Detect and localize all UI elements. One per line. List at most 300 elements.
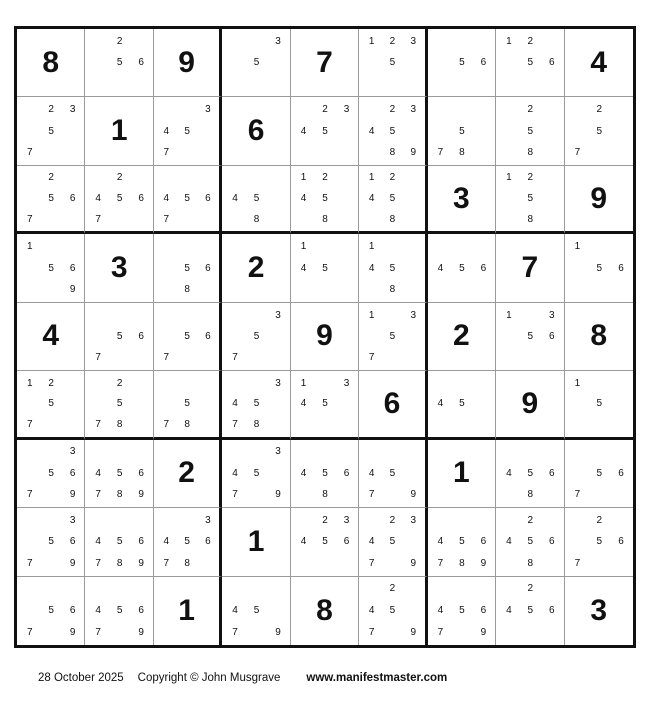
sudoku-cell[interactable]: [85, 303, 153, 371]
sudoku-cell[interactable]: [85, 166, 153, 234]
sudoku-cell[interactable]: [428, 440, 496, 508]
candidate-5: 5: [459, 605, 465, 617]
candidate-4: 4: [437, 262, 444, 274]
sudoku-cell[interactable]: [85, 29, 153, 97]
sudoku-cell[interactable]: [85, 440, 153, 508]
sudoku-cell[interactable]: [428, 166, 496, 234]
sudoku-cell[interactable]: [154, 97, 222, 165]
candidate-7: 7: [163, 213, 170, 225]
sudoku-cell[interactable]: [85, 234, 153, 302]
candidate-3: 3: [69, 446, 76, 458]
cell-value: 8: [42, 45, 60, 79]
candidate-6: 6: [138, 605, 144, 617]
sudoku-cell[interactable]: [359, 97, 427, 165]
sudoku-cell[interactable]: [85, 577, 153, 645]
cell-candidates: [85, 577, 152, 645]
candidate-4: 4: [300, 193, 307, 205]
sudoku-cell[interactable]: [428, 577, 496, 645]
candidate-7: 7: [574, 147, 581, 159]
candidate-8: 8: [322, 213, 328, 225]
candidate-1: 1: [506, 172, 512, 184]
sudoku-cell[interactable]: [291, 97, 359, 165]
candidate-5: 5: [389, 330, 396, 342]
candidate-2: 2: [322, 172, 328, 184]
cell-value: 9: [590, 181, 608, 215]
sudoku-cell[interactable]: [154, 166, 222, 234]
candidate-5: 5: [459, 536, 465, 548]
cell-value: 9: [178, 45, 195, 79]
candidate-5: 5: [322, 262, 328, 274]
candidate-2: 2: [596, 514, 603, 526]
cell-value: 1: [247, 524, 265, 558]
sudoku-cell[interactable]: [154, 234, 222, 302]
candidate-4: 4: [368, 467, 375, 479]
sudoku-cell[interactable]: [496, 371, 564, 439]
sudoku-cell[interactable]: [359, 371, 427, 439]
sudoku-cell[interactable]: [565, 371, 633, 439]
candidate-8: 8: [459, 147, 465, 159]
candidate-1: 1: [26, 377, 33, 389]
candidate-5: 5: [527, 57, 534, 69]
sudoku-cell[interactable]: [428, 97, 496, 165]
sudoku-cell[interactable]: [154, 440, 222, 508]
cell-candidates: [496, 440, 563, 507]
cell-candidates: [359, 29, 424, 96]
candidate-7: 7: [163, 352, 170, 364]
sudoku-cell[interactable]: [154, 371, 222, 439]
sudoku-cell[interactable]: [496, 508, 564, 576]
sudoku-cell[interactable]: [496, 440, 564, 508]
candidate-7: 7: [26, 213, 33, 225]
sudoku-cell[interactable]: [222, 440, 290, 508]
cell-candidates: [565, 440, 633, 507]
candidate-6: 6: [138, 536, 144, 548]
cell-value: 2: [247, 251, 265, 285]
candidate-5: 5: [253, 330, 260, 342]
sudoku-cell[interactable]: [496, 29, 564, 97]
candidate-1: 1: [506, 309, 512, 321]
candidate-4: 4: [368, 193, 375, 205]
candidate-7: 7: [163, 419, 170, 431]
candidate-4: 4: [300, 125, 307, 137]
sudoku-cell[interactable]: [291, 371, 359, 439]
cell-value: 7: [521, 251, 539, 285]
cell-candidates: [17, 577, 84, 645]
candidate-6: 6: [549, 330, 555, 342]
sudoku-cell[interactable]: [291, 166, 359, 234]
candidate-6: 6: [205, 536, 211, 548]
candidate-7: 7: [574, 489, 581, 501]
sudoku-cell[interactable]: [222, 577, 290, 645]
sudoku-cell[interactable]: [565, 577, 633, 645]
candidate-4: 4: [300, 262, 307, 274]
sudoku-cell[interactable]: [428, 303, 496, 371]
cell-candidates: [85, 29, 152, 96]
candidate-5: 5: [527, 125, 534, 137]
candidate-3: 3: [410, 35, 417, 47]
candidate-5: 5: [459, 262, 465, 274]
candidate-5: 5: [116, 467, 123, 479]
candidate-1: 1: [300, 377, 307, 389]
candidate-4: 4: [437, 398, 444, 410]
cell-candidates: [496, 303, 563, 370]
candidate-5: 5: [184, 262, 190, 274]
cell-candidates: [291, 97, 358, 164]
sudoku-cell[interactable]: [154, 577, 222, 645]
candidate-2: 2: [527, 104, 534, 116]
cell-candidates: [222, 303, 289, 370]
candidate-5: 5: [596, 398, 603, 410]
candidate-7: 7: [95, 489, 101, 501]
sudoku-cell[interactable]: [565, 166, 633, 234]
sudoku-cell[interactable]: [565, 29, 633, 97]
candidate-4: 4: [437, 605, 444, 617]
sudoku-cell[interactable]: [359, 508, 427, 576]
sudoku-cell[interactable]: [291, 234, 359, 302]
sudoku-cell[interactable]: [17, 303, 85, 371]
cell-candidates: [565, 508, 633, 575]
cell-value: 3: [590, 593, 608, 627]
candidate-6: 6: [138, 193, 144, 205]
candidate-5: 5: [48, 536, 54, 548]
candidate-5: 5: [389, 467, 396, 479]
candidate-7: 7: [232, 627, 238, 639]
candidate-1: 1: [368, 172, 375, 184]
candidate-1: 1: [300, 172, 307, 184]
candidate-9: 9: [480, 557, 487, 569]
candidate-6: 6: [138, 57, 144, 69]
sudoku-cell[interactable]: [154, 29, 222, 97]
candidate-7: 7: [232, 489, 238, 501]
candidate-5: 5: [389, 536, 396, 548]
candidate-5: 5: [253, 193, 260, 205]
sudoku-cell[interactable]: [291, 508, 359, 576]
cell-candidates: [359, 97, 424, 164]
cell-candidates: [85, 303, 152, 370]
sudoku-cell[interactable]: [222, 508, 290, 576]
candidate-1: 1: [300, 241, 307, 253]
candidate-6: 6: [69, 262, 76, 274]
candidate-5: 5: [322, 398, 328, 410]
cell-candidates: [291, 440, 358, 507]
candidate-6: 6: [480, 536, 487, 548]
candidate-2: 2: [116, 377, 123, 389]
sudoku-cell[interactable]: [154, 303, 222, 371]
candidate-8: 8: [184, 419, 190, 431]
cell-candidates: [154, 371, 219, 436]
sudoku-cell[interactable]: [359, 440, 427, 508]
candidate-5: 5: [596, 536, 603, 548]
candidate-5: 5: [527, 605, 534, 617]
candidate-7: 7: [26, 147, 33, 159]
candidate-1: 1: [368, 309, 375, 321]
candidate-4: 4: [300, 398, 307, 410]
cell-value: 3: [110, 251, 128, 285]
candidate-4: 4: [506, 605, 512, 617]
candidate-6: 6: [69, 605, 76, 617]
candidate-4: 4: [300, 536, 307, 548]
sudoku-cell[interactable]: [565, 440, 633, 508]
candidate-3: 3: [343, 514, 350, 526]
cell-candidates: [496, 577, 563, 645]
candidate-5: 5: [389, 125, 396, 137]
candidate-2: 2: [389, 514, 396, 526]
sudoku-cell[interactable]: [17, 234, 85, 302]
cell-candidates: [428, 234, 495, 301]
candidate-9: 9: [275, 627, 281, 639]
sudoku-cell[interactable]: [17, 29, 85, 97]
cell-candidates: [496, 29, 563, 96]
sudoku-cell[interactable]: [17, 166, 85, 234]
sudoku-cell[interactable]: [359, 577, 427, 645]
candidate-7: 7: [95, 557, 101, 569]
sudoku-cell[interactable]: [291, 29, 359, 97]
sudoku-cell[interactable]: [222, 303, 290, 371]
sudoku-cell[interactable]: [291, 303, 359, 371]
candidate-5: 5: [322, 536, 328, 548]
footer-date: 28 October 2025: [38, 672, 124, 684]
cell-candidates: [85, 371, 152, 436]
candidate-6: 6: [138, 330, 144, 342]
sudoku-cell[interactable]: [359, 29, 427, 97]
candidate-4: 4: [163, 536, 170, 548]
candidate-7: 7: [26, 489, 33, 501]
cell-value: 9: [521, 386, 539, 420]
candidate-5: 5: [184, 125, 190, 137]
candidate-8: 8: [527, 557, 534, 569]
sudoku-cell[interactable]: [222, 166, 290, 234]
sudoku-board[interactable]: [14, 26, 636, 648]
candidate-6: 6: [480, 57, 487, 69]
candidate-5: 5: [184, 536, 190, 548]
cell-candidates: [428, 29, 495, 96]
candidate-4: 4: [232, 398, 238, 410]
sudoku-cell[interactable]: [85, 508, 153, 576]
candidate-4: 4: [95, 193, 101, 205]
candidate-5: 5: [527, 193, 534, 205]
candidate-4: 4: [95, 605, 101, 617]
candidate-3: 3: [343, 104, 350, 116]
candidate-1: 1: [506, 35, 512, 47]
sudoku-cell[interactable]: [222, 234, 290, 302]
candidate-3: 3: [275, 309, 281, 321]
cell-candidates: [291, 166, 358, 231]
candidate-7: 7: [95, 213, 101, 225]
sudoku-cell[interactable]: [565, 303, 633, 371]
cell-candidates: [17, 97, 84, 164]
sudoku-cell[interactable]: [291, 440, 359, 508]
candidate-6: 6: [69, 193, 76, 205]
sudoku-cell[interactable]: [428, 508, 496, 576]
candidate-3: 3: [275, 35, 281, 47]
candidate-7: 7: [95, 352, 101, 364]
candidate-5: 5: [184, 193, 190, 205]
candidate-7: 7: [368, 557, 375, 569]
candidate-7: 7: [26, 419, 33, 431]
candidate-6: 6: [205, 262, 211, 274]
sudoku-cell[interactable]: [359, 234, 427, 302]
candidate-7: 7: [368, 489, 375, 501]
candidate-5: 5: [184, 398, 190, 410]
candidate-4: 4: [232, 605, 238, 617]
candidate-3: 3: [205, 514, 211, 526]
candidate-3: 3: [275, 377, 281, 389]
candidate-5: 5: [389, 57, 396, 69]
candidate-3: 3: [549, 309, 555, 321]
footer-copyright: Copyright © John Musgrave: [137, 672, 281, 684]
cell-candidates: [222, 371, 289, 436]
cell-candidates: [222, 166, 289, 231]
candidate-4: 4: [232, 193, 238, 205]
candidate-6: 6: [480, 262, 487, 274]
candidate-6: 6: [480, 605, 487, 617]
candidate-4: 4: [437, 536, 444, 548]
candidate-1: 1: [574, 241, 581, 253]
candidate-7: 7: [26, 627, 33, 639]
candidate-1: 1: [26, 241, 33, 253]
candidate-4: 4: [368, 536, 375, 548]
sudoku-cell[interactable]: [359, 303, 427, 371]
cell-candidates: [496, 508, 563, 575]
candidate-5: 5: [527, 536, 534, 548]
sudoku-grid[interactable]: [17, 29, 633, 645]
candidate-9: 9: [69, 557, 76, 569]
candidate-8: 8: [116, 419, 123, 431]
candidate-7: 7: [368, 627, 375, 639]
candidate-5: 5: [48, 125, 54, 137]
candidate-5: 5: [322, 193, 328, 205]
sudoku-cell[interactable]: [496, 97, 564, 165]
cell-candidates: [85, 440, 152, 507]
sudoku-cell[interactable]: [154, 508, 222, 576]
sudoku-cell[interactable]: [17, 371, 85, 439]
candidate-4: 4: [300, 467, 307, 479]
candidate-5: 5: [459, 57, 465, 69]
cell-value: 9: [316, 319, 333, 353]
sudoku-cell[interactable]: [222, 371, 290, 439]
candidate-8: 8: [527, 489, 534, 501]
sudoku-cell[interactable]: [565, 234, 633, 302]
candidate-5: 5: [116, 398, 123, 410]
cell-value: 6: [383, 386, 401, 420]
candidate-5: 5: [48, 193, 54, 205]
candidate-5: 5: [596, 262, 603, 274]
candidate-9: 9: [69, 627, 76, 639]
candidate-5: 5: [116, 536, 123, 548]
cell-value: 8: [316, 593, 333, 627]
candidate-9: 9: [69, 489, 76, 501]
cell-candidates: [222, 577, 289, 645]
candidate-5: 5: [184, 330, 190, 342]
candidate-8: 8: [527, 147, 534, 159]
sudoku-cell[interactable]: [85, 371, 153, 439]
candidate-3: 3: [410, 514, 417, 526]
candidate-8: 8: [389, 147, 396, 159]
cell-candidates: [428, 371, 495, 436]
cell-candidates: [154, 97, 219, 164]
candidate-9: 9: [410, 627, 417, 639]
candidate-2: 2: [527, 583, 534, 595]
candidate-2: 2: [48, 104, 54, 116]
cell-candidates: [359, 166, 424, 231]
candidate-7: 7: [163, 557, 170, 569]
sudoku-cell[interactable]: [359, 166, 427, 234]
candidate-8: 8: [389, 284, 396, 296]
cell-candidates: [222, 440, 289, 507]
sudoku-cell[interactable]: [428, 234, 496, 302]
candidate-3: 3: [69, 104, 76, 116]
cell-candidates: [154, 303, 219, 370]
candidate-2: 2: [48, 172, 54, 184]
cell-candidates: [565, 371, 633, 436]
cell-candidates: [428, 577, 495, 645]
sudoku-cell[interactable]: [222, 97, 290, 165]
candidate-5: 5: [322, 125, 328, 137]
candidate-1: 1: [368, 35, 375, 47]
candidate-4: 4: [163, 125, 170, 137]
sudoku-cell[interactable]: [428, 29, 496, 97]
candidate-9: 9: [410, 147, 417, 159]
candidate-9: 9: [410, 489, 417, 501]
candidate-8: 8: [253, 419, 260, 431]
candidate-4: 4: [95, 536, 101, 548]
sudoku-cell[interactable]: [85, 97, 153, 165]
candidate-2: 2: [527, 172, 534, 184]
sudoku-cell[interactable]: [496, 577, 564, 645]
cell-value: 2: [178, 456, 195, 490]
candidate-5: 5: [116, 605, 123, 617]
candidate-3: 3: [275, 446, 281, 458]
sudoku-cell[interactable]: [291, 577, 359, 645]
candidate-8: 8: [253, 213, 260, 225]
candidate-2: 2: [527, 35, 534, 47]
candidate-5: 5: [459, 398, 465, 410]
sudoku-cell[interactable]: [428, 371, 496, 439]
candidate-5: 5: [253, 605, 260, 617]
cell-value: 1: [110, 114, 128, 148]
sudoku-cell[interactable]: [17, 577, 85, 645]
sudoku-cell[interactable]: [565, 508, 633, 576]
cell-value: 8: [590, 319, 608, 353]
sudoku-cell[interactable]: [496, 166, 564, 234]
cell-candidates: [154, 508, 219, 575]
cell-value: 1: [453, 456, 470, 490]
candidate-5: 5: [389, 605, 396, 617]
cell-candidates: [154, 234, 219, 301]
sudoku-cell[interactable]: [17, 508, 85, 576]
cell-candidates: [291, 371, 358, 436]
candidate-2: 2: [389, 104, 396, 116]
candidate-6: 6: [549, 467, 555, 479]
candidate-2: 2: [322, 514, 328, 526]
candidate-5: 5: [527, 330, 534, 342]
candidate-7: 7: [437, 147, 444, 159]
sudoku-cell[interactable]: [222, 29, 290, 97]
sudoku-cell[interactable]: [17, 97, 85, 165]
cell-candidates: [359, 508, 424, 575]
cell-candidates: [17, 508, 84, 575]
candidate-3: 3: [343, 377, 350, 389]
candidate-7: 7: [368, 352, 375, 364]
cell-value: 3: [453, 181, 470, 215]
candidate-5: 5: [48, 467, 54, 479]
sudoku-cell[interactable]: [565, 97, 633, 165]
candidate-3: 3: [69, 514, 76, 526]
sudoku-cell[interactable]: [17, 440, 85, 508]
candidate-8: 8: [389, 213, 396, 225]
sudoku-cell[interactable]: [496, 234, 564, 302]
sudoku-cell[interactable]: [496, 303, 564, 371]
